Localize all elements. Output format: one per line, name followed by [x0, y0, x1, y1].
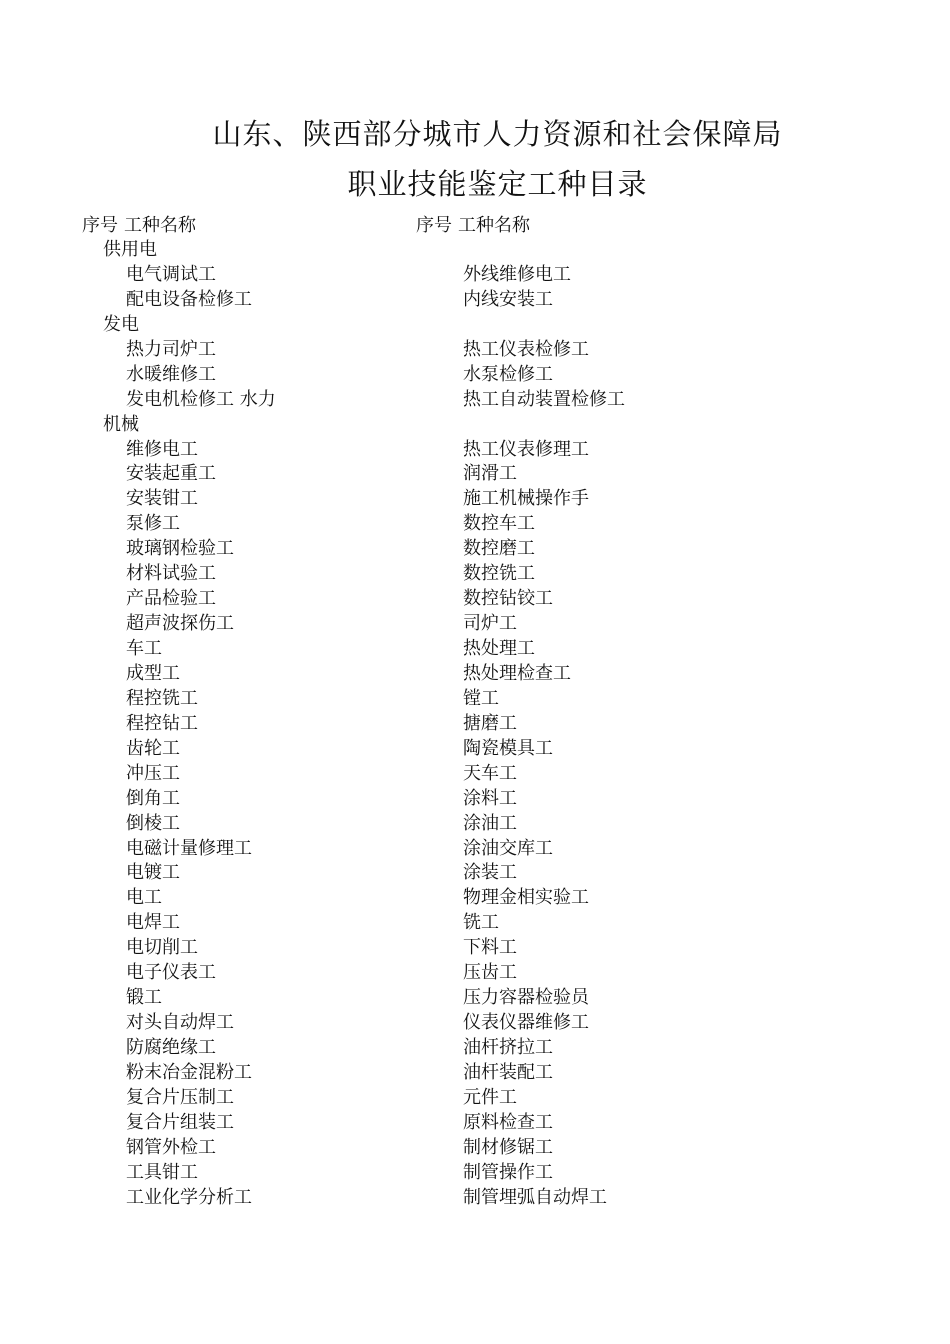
list-item: [0, 462, 950, 487]
occupation-name-right: 下料工: [463, 937, 517, 959]
occupation-name-right: 铣工: [463, 912, 499, 934]
occupation-name-left: 电磁计量修理工: [126, 837, 252, 859]
occupation-name-right: 内线安装工: [463, 288, 553, 310]
occupation-list: [0, 238, 950, 1211]
list-item: [0, 886, 950, 911]
occupation-name-left: 倒棱工: [126, 812, 180, 834]
list-item: [0, 687, 950, 712]
occupation-name-right: 数控铣工: [463, 563, 535, 585]
occupation-name-right: 制管埋弧自动焊工: [463, 1186, 607, 1208]
occupation-name-left: 热力司炉工: [126, 338, 216, 360]
occupation-name-right: 涂油交库工: [463, 837, 553, 859]
list-item: [0, 263, 950, 288]
occupation-name-left: 程控铣工: [126, 687, 198, 709]
occupation-name-left: 水暖维修工: [126, 363, 216, 385]
list-item: [0, 911, 950, 936]
occupation-name-right: 压齿工: [463, 962, 517, 984]
occupation-name-left: 电焊工: [126, 912, 180, 934]
list-item: [0, 562, 950, 587]
occupation-name-right: 外线维修电工: [463, 263, 571, 285]
occupation-name-left: 钢管外检工: [126, 1136, 216, 1158]
occupation-name-left: 工业化学分析工: [126, 1186, 252, 1208]
list-item: [0, 662, 950, 687]
category-label: 发电: [103, 313, 139, 335]
category-row: [0, 313, 950, 338]
header-name-label: 工种名称: [458, 215, 530, 236]
occupation-name-left: 复合片组装工: [126, 1111, 234, 1133]
list-item: [0, 587, 950, 612]
list-item: [0, 338, 950, 363]
list-item: [0, 1036, 950, 1061]
list-item: [0, 1061, 950, 1086]
occupation-name-right: 元件工: [463, 1086, 517, 1108]
list-item: [0, 837, 950, 862]
list-item: [0, 537, 950, 562]
occupation-name-left: 电切削工: [126, 937, 198, 959]
occupation-name-right: 热处理检查工: [463, 662, 571, 684]
occupation-name-right: 制材修锯工: [463, 1136, 553, 1158]
occupation-name-right: 润滑工: [463, 463, 517, 485]
list-item: [0, 487, 950, 512]
list-item: [0, 388, 950, 413]
occupation-name-left: 发电机检修工 水力: [126, 388, 276, 410]
list-item: [0, 512, 950, 537]
occupation-name-right: 油杆挤拉工: [463, 1037, 553, 1058]
category-label: 供用电: [103, 239, 157, 260]
list-item: [0, 637, 950, 662]
list-item: [0, 737, 950, 762]
list-item: [0, 961, 950, 986]
document-title: 山东、陕西部分城市人力资源和社会保障局: [212, 117, 783, 151]
list-item: [0, 1111, 950, 1136]
occupation-name-left: 产品检验工: [126, 588, 216, 610]
occupation-name-left: 锻工: [126, 987, 162, 1009]
list-item: [0, 612, 950, 637]
occupation-name-left: 对头自动焊工: [126, 1012, 234, 1034]
list-item: [0, 936, 950, 961]
occupation-name-left: 材料试验工: [126, 563, 216, 585]
occupation-name-right: 施工机械操作手: [463, 488, 589, 510]
occupation-name-left: 安装钳工: [126, 488, 198, 510]
document-subtitle: 职业技能鉴定工种目录: [347, 167, 648, 201]
occupation-name-right: 热工仪表检修工: [463, 338, 589, 360]
header-seq-label: 序号: [82, 215, 118, 236]
occupation-name-left: 齿轮工: [126, 737, 180, 759]
occupation-name-left: 超声波探伤工: [126, 613, 234, 635]
occupation-name-right: 物理金相实验工: [463, 887, 589, 909]
category-row: [0, 413, 950, 438]
occupation-name-right: 天车工: [463, 762, 517, 784]
occupation-name-right: 搪磨工: [463, 712, 517, 734]
occupation-name-right: 司炉工: [463, 613, 517, 635]
occupation-name-right: 涂装工: [463, 862, 517, 884]
list-item: [0, 438, 950, 463]
occupation-name-right: 水泵检修工: [463, 363, 553, 385]
occupation-name-right: 原料检查工: [463, 1111, 553, 1133]
list-item: [0, 1136, 950, 1161]
occupation-name-left: 成型工: [126, 662, 180, 684]
list-item: [0, 787, 950, 812]
occupation-name-left: 配电设备检修工: [126, 288, 252, 310]
occupation-name-left: 电工: [126, 887, 162, 909]
occupation-name-left: 安装起重工: [126, 463, 216, 485]
list-item: [0, 762, 950, 787]
list-item: [0, 1161, 950, 1186]
occupation-name-right: 数控磨工: [463, 538, 535, 560]
list-item: [0, 1086, 950, 1111]
occupation-name-left: 冲压工: [126, 762, 180, 784]
occupation-name-right: 涂料工: [463, 787, 517, 809]
occupation-name-left: 车工: [126, 638, 162, 659]
category-row: [0, 238, 950, 263]
occupation-name-right: 数控车工: [463, 513, 535, 535]
occupation-name-right: 涂油工: [463, 812, 517, 834]
occupation-name-right: 热工自动装置检修工: [463, 388, 625, 410]
occupation-name-left: 防腐绝缘工: [126, 1037, 216, 1058]
column-header-right: [416, 211, 530, 237]
list-item: [0, 288, 950, 313]
list-item: [0, 363, 950, 388]
occupation-name-left: 电镀工: [126, 862, 180, 884]
occupation-name-left: 玻璃钢检验工: [126, 538, 234, 560]
occupation-name-left: 电气调试工: [126, 263, 216, 285]
occupation-name-right: 镗工: [463, 687, 499, 709]
list-item: [0, 1186, 950, 1211]
occupation-name-right: 热工仪表修理工: [463, 438, 589, 460]
occupation-name-left: 程控钻工: [126, 712, 198, 734]
occupation-name-right: 热处理工: [463, 638, 535, 659]
header-name-label: 工种名称: [124, 215, 196, 236]
list-item: [0, 812, 950, 837]
occupation-name-left: 泵修工: [126, 513, 180, 535]
occupation-name-left: 维修电工: [126, 438, 198, 460]
list-item: [0, 861, 950, 886]
header-seq-label: 序号: [416, 215, 452, 236]
occupation-name-left: 粉末冶金混粉工: [126, 1061, 252, 1083]
occupation-name-left: 电子仪表工: [126, 962, 216, 984]
list-item: [0, 1011, 950, 1036]
category-label: 机械: [103, 413, 139, 435]
occupation-name-right: 制管操作工: [463, 1161, 553, 1183]
occupation-name-right: 仪表仪器维修工: [463, 1012, 589, 1034]
column-header-left: [82, 211, 196, 237]
occupation-name-left: 复合片压制工: [126, 1086, 234, 1108]
occupation-name-left: 工具钳工: [126, 1161, 198, 1183]
occupation-name-right: 陶瓷模具工: [463, 737, 553, 759]
occupation-name-right: 压力容器检验员: [463, 987, 589, 1009]
list-item: [0, 712, 950, 737]
list-item: [0, 986, 950, 1011]
occupation-name-right: 油杆装配工: [463, 1061, 553, 1083]
occupation-name-right: 数控钻铰工: [463, 588, 553, 610]
occupation-name-left: 倒角工: [126, 787, 180, 809]
